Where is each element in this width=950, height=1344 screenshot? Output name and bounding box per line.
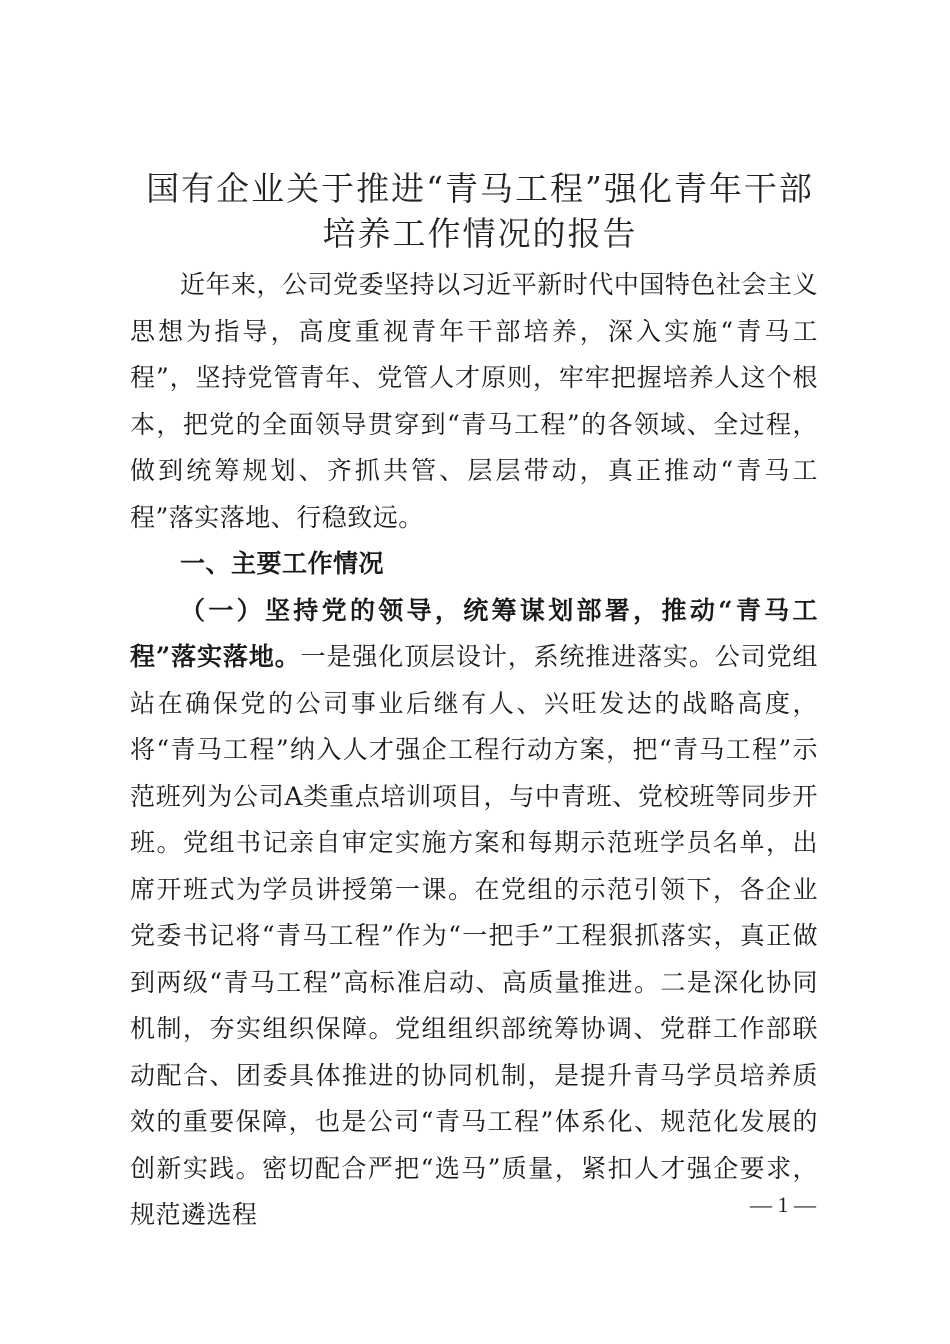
- document-body: [130, 262, 818, 1239]
- title-line-2: 培养工作情况的报告: [322, 214, 638, 253]
- subsection-heading: （一）坚持党的领导，统筹谋划部署，推动“青马工程”落实落地。: [130, 595, 818, 671]
- subsection-paragraph: [130, 588, 818, 1239]
- intro-paragraph: 近年来，公司党委坚持以习近平新时代中国特色社会主义思想为指导，高度重视青年干部培养，深入实施“青马工程”，坚持党管青年、党管人才原则，牢牢把握培养人这个根本，把党的全面领导贯穿到“青马工程”的各领域、全过程，做到统筹规划、齐抓共管、层层带动，真正推动“青马工程”落实落地、行稳致远。: [130, 270, 818, 532]
- title-line-1: 国有企业关于推进“青马工程”强化青年干部: [146, 169, 814, 208]
- document-title: [100, 166, 860, 256]
- section-heading: 一、主要工作情况: [180, 549, 385, 578]
- subsection-text: 一是强化顶层设计，系统推进落实。公司党组站在确保党的公司事业后继有人、兴旺发达的战略高度，将“青马工程”纳入人才强企工程行动方案，把“青马工程”示范班列为公司A类重点培训项目，与中青班、党校班等同步开班。党组书记亲自审定实施方案和每期示范班学员名单，出席开班式为学员讲授第一课。在党组的示范引领下，各企业党委书记将“青马工程”作为“一把手”工程狠抓落实，真正做到两级“青马工程”高标准启动、高质量推进。二是深化协同机制，夯实组织保障。党组组织部统筹协调、党群工作部联动配合、团委具体推进的协同机制，是提升青马学员培养质效的重要保障，也是公司“青马工程”体系化、规范化发展的创新实践。密切配合严把“选马”质量，紧扣人才强企要求，规范遴选程: [130, 642, 818, 1229]
- page-number: — 1 —: [750, 1192, 816, 1217]
